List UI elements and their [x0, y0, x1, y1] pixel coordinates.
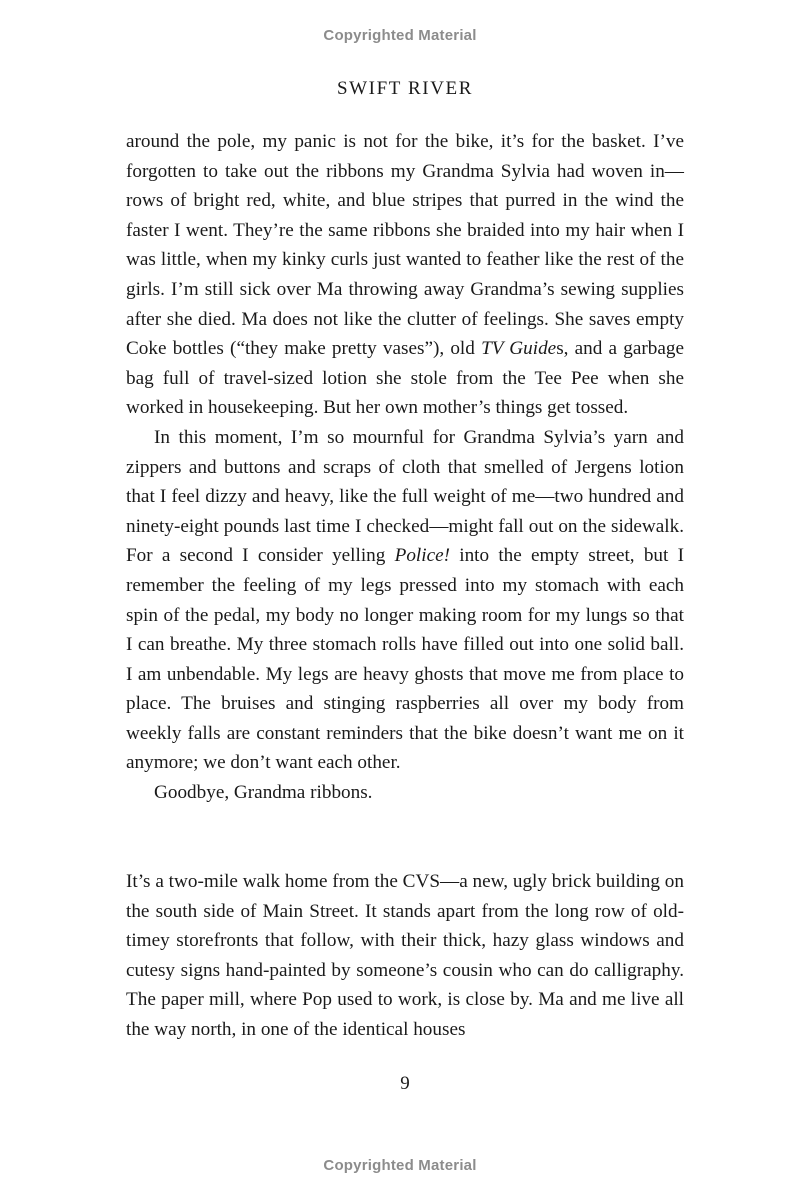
paragraph-2-text: In this moment, I’m so mournful for Grandma Sylvia’s yarn and zippers and buttons and scraps of cloth that smelled of Jergens lotion that I feel dizzy and heavy, like the full weight of me—two hundred and ninety-eight pounds last time I checked—might fall out on the sidewalk. For a second I consider yelling [126, 426, 684, 567]
copyright-watermark-top: Copyrighted Material [323, 27, 477, 44]
paragraph-2 [126, 423, 684, 778]
body-text-section-2 [126, 867, 684, 1045]
page-number: 9 [400, 1073, 410, 1094]
paragraph-2-italic: Police! [394, 545, 451, 567]
paragraph-1-text: around the pole, my panic is not for the bike, it’s for the basket. I’ve forgotten to take out the ribbons my Grandma Sylvia had woven in—rows of bright red, white, and blue stripes that purred in the wind the faster I went. They’re the same ribbons she braided into my hair when I was little, when my kinky curls just wanted to feather like the rest of the girls. I’m still sick over Ma throwing away Grandma’s sewing supplies after she died. Ma does not like the clutter of feelings. She saves empty Coke bottles (“they make pretty vases”), old [126, 131, 684, 360]
paragraph-1-italic: TV Guide [481, 338, 557, 360]
paragraph-1-text-end: s, and a garbage bag full of travel-sized lotion she stole from the Tee Pee when she worked in housekeeping. But her own mother’s things get tossed. [126, 338, 684, 419]
body-text-section-1 [126, 127, 684, 808]
running-head: SWIFT RIVER [336, 78, 473, 99]
copyright-watermark-bottom: Copyrighted Material [323, 1157, 477, 1174]
paragraph-4: It’s a two-mile walk home from the CVS—a new, ugly brick building on the south side of Main Street. It stands apart from the long row of old-timey storefronts that follow, with their thick, hazy glass windows and cutesy signs hand-painted by someone’s cousin who can do calligraphy. The paper mill, where Pop used to work, is close by. Ma and me live all the way north, in one of the identical houses [126, 871, 684, 1040]
paragraph-1 [126, 127, 684, 423]
paragraph-2-text-end: into the empty street, but I remember the feeling of my legs pressed into my stomach with each spin of the pedal, my body no longer making room for my lungs so that I can breathe. My three stomach rolls have filled out into one solid ball. I am unbendable. My legs are heavy ghosts that move me from place to place. The bruises and stinging raspberries all over my body from weekly falls are constant reminders that the bike doesn’t want me on it anymore; we don’t want each other. [126, 545, 684, 774]
paragraph-3: Goodbye, Grandma ribbons. [154, 782, 373, 804]
